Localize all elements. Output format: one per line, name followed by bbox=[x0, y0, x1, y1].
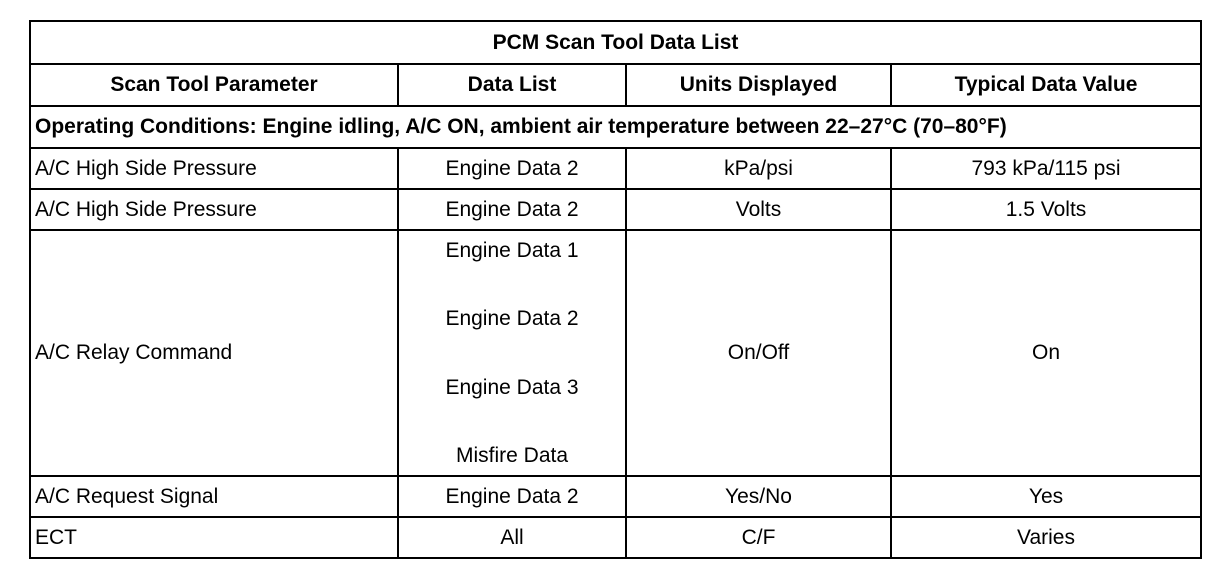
data-list-cell: Engine Data 2 bbox=[398, 189, 626, 230]
typical-value-cell: Yes bbox=[891, 476, 1201, 517]
operating-conditions-row bbox=[30, 106, 1201, 148]
parameter-cell: A/C Request Signal bbox=[30, 476, 398, 517]
typical-value-cell: 1.5 Volts bbox=[891, 189, 1201, 230]
table-row bbox=[30, 517, 1201, 558]
scan-tool-data-table bbox=[29, 20, 1202, 559]
data-list-cell: Engine Data 2 bbox=[398, 476, 626, 517]
typical-value-cell: 793 kPa/115 psi bbox=[891, 148, 1201, 189]
units-cell: Volts bbox=[626, 189, 891, 230]
units-cell: On/Off bbox=[626, 230, 891, 476]
parameter-cell: A/C High Side Pressure bbox=[30, 148, 398, 189]
data-list-entry: Engine Data 3 bbox=[445, 375, 579, 399]
header-data-list: Data List bbox=[398, 64, 626, 106]
data-list-cell: All bbox=[398, 517, 626, 558]
operating-conditions: Operating Conditions: Engine idling, A/C ON, ambient air temperature between 22–27°C (70–80°F) bbox=[30, 106, 1201, 148]
units-cell: Yes/No bbox=[626, 476, 891, 517]
units-cell: C/F bbox=[626, 517, 891, 558]
typical-value-cell: Varies bbox=[891, 517, 1201, 558]
table-title: PCM Scan Tool Data List bbox=[30, 21, 1201, 64]
data-list-cell: Engine Data 2 bbox=[398, 148, 626, 189]
table-row bbox=[30, 230, 1201, 476]
typical-value-cell: On bbox=[891, 230, 1201, 476]
data-list-stack bbox=[403, 239, 621, 467]
table-header-row bbox=[30, 64, 1201, 106]
header-parameter: Scan Tool Parameter bbox=[30, 64, 398, 106]
parameter-cell: A/C High Side Pressure bbox=[30, 189, 398, 230]
table-row bbox=[30, 189, 1201, 230]
units-cell: kPa/psi bbox=[626, 148, 891, 189]
header-units: Units Displayed bbox=[626, 64, 891, 106]
data-list-entry: Engine Data 2 bbox=[445, 307, 579, 331]
data-list-entry: Engine Data 1 bbox=[445, 239, 579, 262]
data-list-entry: Misfire Data bbox=[455, 443, 569, 467]
header-typical-value: Typical Data Value bbox=[891, 64, 1201, 106]
parameter-cell: A/C Relay Command bbox=[30, 230, 398, 476]
table-title-row bbox=[30, 21, 1201, 64]
parameter-cell: ECT bbox=[30, 517, 398, 558]
table-row bbox=[30, 148, 1201, 189]
data-list-cell bbox=[398, 230, 626, 476]
table-row bbox=[30, 476, 1201, 517]
